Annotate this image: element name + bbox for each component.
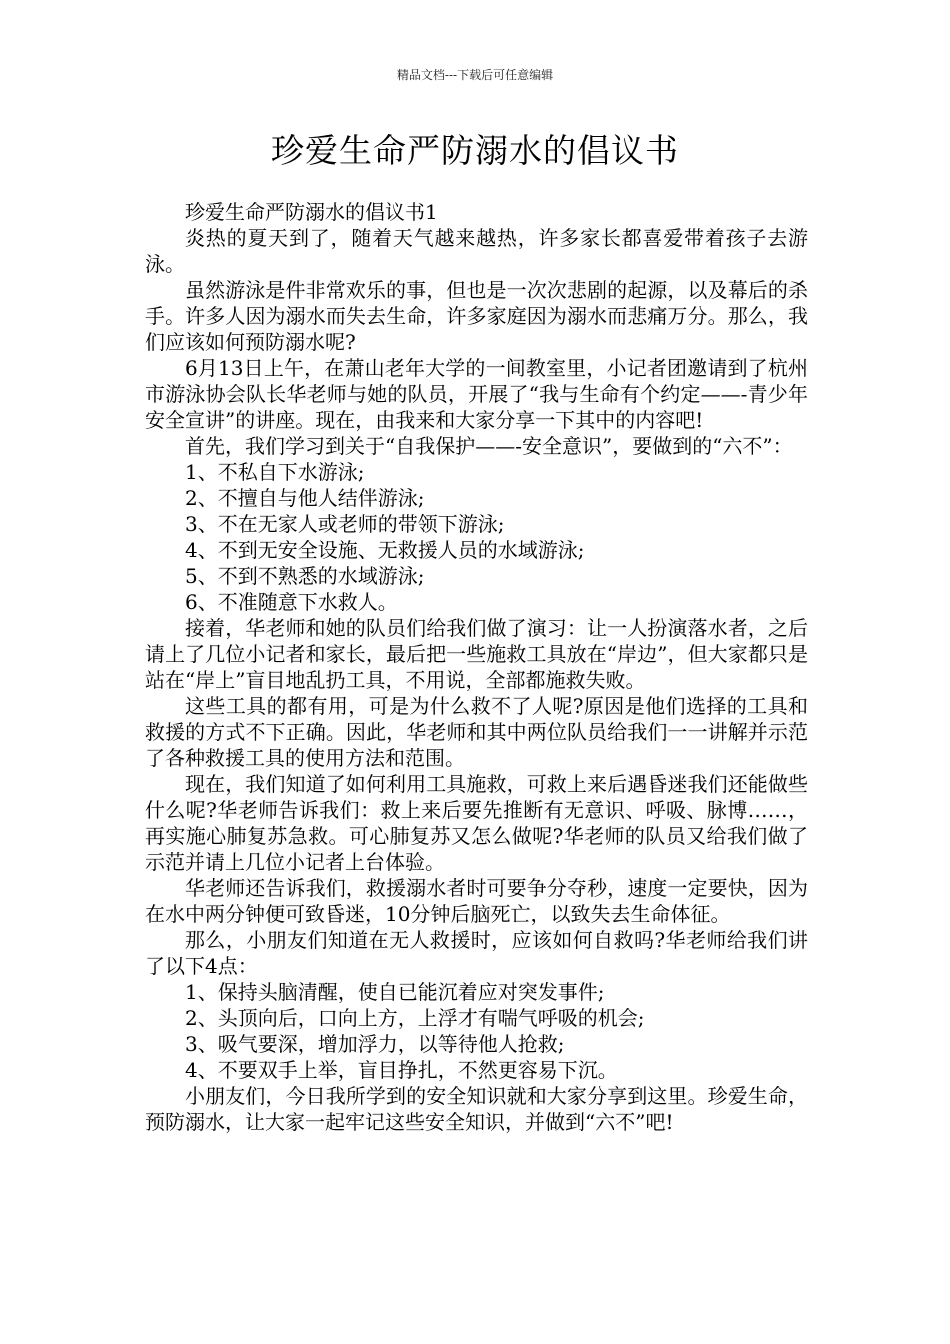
list-item: 1、保持头脑清醒，使自已能沉着应对突发事件;: [185, 980, 605, 1004]
list-item: 3、不在无家人或老师的带领下游泳;: [185, 512, 505, 536]
body-paragraph: 炎热的夏天到了，随着天气越来越热，许多家长都喜爱带着孩子去游泳。: [145, 226, 808, 276]
list-item: 5、不到不熟悉的水域游泳;: [185, 564, 425, 588]
document-body: [145, 199, 808, 1135]
subtitle-paragraph: 珍爱生命严防溺水的倡议书1: [185, 200, 438, 224]
document-title: 珍爱生命严防溺水的倡议书: [271, 131, 679, 170]
body-paragraph: 现在，我们知道了如何利用工具施救，可救上来后遇昏迷我们还能做些什么呢?华老师告诉我们：救上来后要先推断有无意识、呼吸、脉博……，再实施心肺复苏急救。可心肺复苏又怎么做呢?华老师的队员又给我们做了示范并请上几位小记者上台体验。: [145, 772, 808, 874]
body-paragraph: 接着，华老师和她的队员们给我们做了演习：让一人扮演落水者，之后请上了几位小记者和家长，最后把一些施救工具放在“岸边”，但大家都只是站在“岸上”盲目地乱扔工具，不用说，全部都施救失败。: [145, 616, 808, 692]
list-item: 6、不准随意下水救人。: [185, 590, 398, 614]
body-paragraph: 小朋友们，今日我所学到的安全知识就和大家分享到这里。珍爱生命，预防溺水，让大家一起牢记这些安全知识，并做到“六不”吧!: [145, 1084, 808, 1134]
list-item: 2、头顶向后，口向上方，上浮才有喘气呼吸的机会;: [185, 1006, 645, 1030]
list-item: 2、不擅自与他人结伴游泳;: [185, 486, 425, 510]
list-item: 1、不私自下水游泳;: [185, 460, 365, 484]
body-paragraph: 这些工具的都有用，可是为什么救不了人呢?原因是他们选择的工具和救援的方式不下正确。因此，华老师和其中两位队员给我们一一讲解并示范了各种救援工具的使用方法和范围。: [145, 694, 808, 770]
list-item: 4、不要双手上举，盲目挣扎，不然更容易下沉。: [185, 1058, 618, 1082]
page-header-note: 精品文档---下载后可任意编辑: [396, 68, 554, 82]
body-paragraph: 华老师还告诉我们，救援溺水者时可要争分夺秒，速度一定要快，因为在水中两分钟便可致昏迷，10分钟后脑死亡，以致失去生命体征。: [145, 876, 808, 926]
body-paragraph: 那么，小朋友们知道在无人救援时，应该如何自救吗?华老师给我们讲了以下4点：: [145, 928, 808, 978]
body-paragraph: 虽然游泳是件非常欢乐的事，但也是一次次悲剧的起源，以及幕后的杀手。许多人因为溺水而失去生命，许多家庭因为溺水而悲痛万分。那么，我们应该如何预防溺水呢?: [145, 278, 808, 354]
body-paragraph: 6月13日上午，在萧山老年大学的一间教室里，小记者团邀请到了杭州市游泳协会队长华老师与她的队员，开展了“我与生命有个约定——-青少年安全宣讲”的讲座。现在，由我来和大家分享一下其中的内容吧!: [145, 356, 808, 432]
body-paragraph: 首先，我们学习到关于“自我保护——-安全意识”，要做到的“六不”：: [185, 434, 793, 458]
list-item: 3、吸气要深，增加浮力，以等待他人抢救;: [185, 1032, 565, 1056]
list-item: 4、不到无安全设施、无救援人员的水域游泳;: [185, 538, 585, 562]
